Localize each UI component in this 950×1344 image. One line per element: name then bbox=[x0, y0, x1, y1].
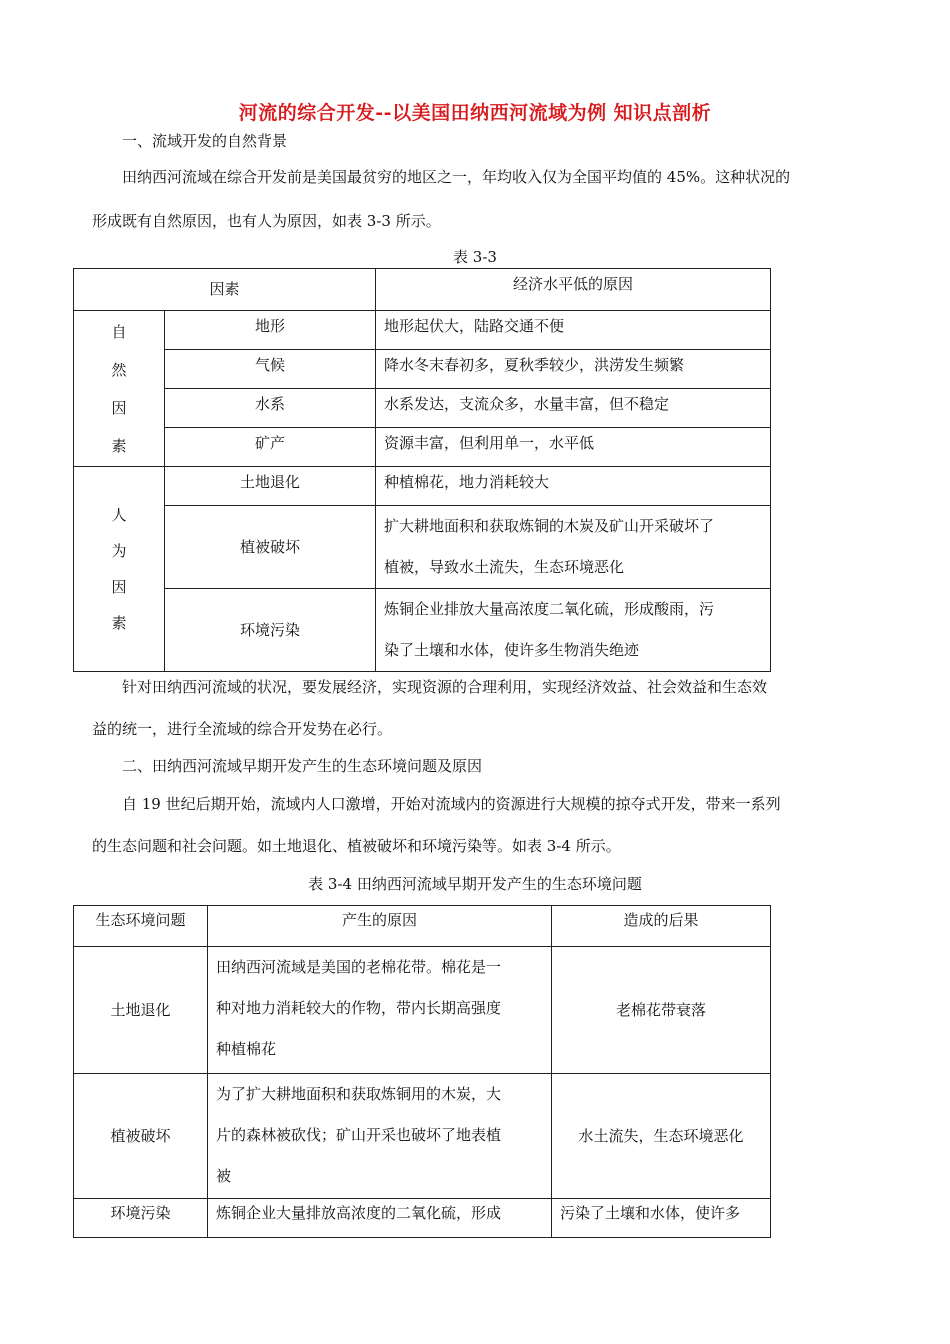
problem-cell: 植被破坏 bbox=[74, 1074, 208, 1199]
cause-cell: 为了扩大耕地面积和获取炼铜用的木炭，大 片的森林被砍伐；矿山开采也破坏了地表植 被 bbox=[208, 1074, 552, 1199]
header-cause: 产生的原因 bbox=[208, 906, 552, 947]
reason-cell: 降水冬末春初多，夏秋季较少，洪涝发生频繁 bbox=[376, 350, 771, 389]
table-row bbox=[74, 947, 771, 1074]
cause-cell: 炼铜企业大量排放高浓度的二氧化硫，形成 bbox=[208, 1199, 552, 1238]
factor-cell: 地形 bbox=[165, 311, 376, 350]
table-row bbox=[74, 350, 771, 389]
table-row bbox=[74, 389, 771, 428]
table-row bbox=[74, 1074, 771, 1199]
effect-cell: 老棉花带衰落 bbox=[552, 947, 771, 1074]
table-row bbox=[74, 311, 771, 350]
table-row bbox=[74, 589, 771, 672]
reason-cell: 炼铜企业排放大量高浓度二氧化硫，形成酸雨，污 染了土壤和水体，使许多生物消失绝迹 bbox=[376, 589, 771, 672]
factor-cell: 植被破坏 bbox=[165, 506, 376, 589]
reason-cell: 资源丰富，但利用单一，水平低 bbox=[376, 428, 771, 467]
problem-cell: 环境污染 bbox=[74, 1199, 208, 1238]
para3-line1: 自 19 世纪后期开始，流域内人口激增，开始对流域内的资源进行大规模的掠夺式开发，带来一系列 bbox=[122, 795, 781, 813]
natural-factors-label: 自 然 因 素 bbox=[74, 311, 165, 467]
factor-cell: 水系 bbox=[165, 389, 376, 428]
document-title: 河流的综合开发--以美国田纳西河流域为例 知识点剖析 bbox=[238, 102, 712, 124]
effect-cell: 水土流失，生态环境恶化 bbox=[552, 1074, 771, 1199]
header-effect: 造成的后果 bbox=[552, 906, 771, 947]
cause-cell: 田纳西河流域是美国的老棉花带。棉花是一 种对地力消耗较大的作物，带内长期高强度 种植棉花 bbox=[208, 947, 552, 1074]
table2-caption: 表 3-4 田纳西河流域早期开发产生的生态环境问题 bbox=[308, 875, 642, 893]
reason-cell: 地形起伏大，陆路交通不便 bbox=[376, 311, 771, 350]
para1-line1: 田纳西河流域在综合开发前是美国最贫穷的地区之一，年均收入仅为全国平均值的 45%。这种状况的 bbox=[122, 168, 791, 186]
header-problem: 生态环境问题 bbox=[74, 906, 208, 947]
table1-caption: 表 3-3 bbox=[453, 248, 497, 266]
factor-cell: 矿产 bbox=[165, 428, 376, 467]
reason-cell: 种植棉花，地力消耗较大 bbox=[376, 467, 771, 506]
factor-cell: 环境污染 bbox=[165, 589, 376, 672]
table-row bbox=[74, 506, 771, 589]
header-factor: 因素 bbox=[74, 269, 376, 311]
ecology-problems-table bbox=[73, 905, 771, 1238]
table-row bbox=[74, 467, 771, 506]
section1-heading: 一、流域开发的自然背景 bbox=[122, 132, 288, 150]
table-row bbox=[74, 1199, 771, 1238]
factor-cell: 土地退化 bbox=[165, 467, 376, 506]
human-factors-label: 人 为 因 素 bbox=[74, 467, 165, 672]
problem-cell: 土地退化 bbox=[74, 947, 208, 1074]
header-reason: 经济水平低的原因 bbox=[376, 269, 771, 311]
para3-line2: 的生态问题和社会问题。如土地退化、植被破坏和环境污染等。如表 3-4 所示。 bbox=[92, 837, 621, 855]
section2-heading: 二、田纳西河流域早期开发产生的生态环境问题及原因 bbox=[122, 757, 483, 775]
table-header-row bbox=[74, 269, 771, 311]
effect-cell: 污染了土壤和水体，使许多 bbox=[552, 1199, 771, 1238]
factor-cell: 气候 bbox=[165, 350, 376, 389]
reason-cell: 水系发达，支流众多，水量丰富，但不稳定 bbox=[376, 389, 771, 428]
table-row bbox=[74, 428, 771, 467]
para1-line2: 形成既有自然原因，也有人为原因，如表 3-3 所示。 bbox=[92, 212, 441, 230]
table-header-row bbox=[74, 906, 771, 947]
reason-cell: 扩大耕地面积和获取炼铜的木炭及矿山开采破坏了 植被，导致水土流失，生态环境恶化 bbox=[376, 506, 771, 589]
para2-line2: 益的统一，进行全流域的综合开发势在必行。 bbox=[92, 720, 393, 738]
factors-table bbox=[73, 268, 771, 672]
para2-line1: 针对田纳西河流域的状况，要发展经济，实现资源的合理利用，实现经济效益、社会效益和生态效 bbox=[122, 678, 768, 696]
